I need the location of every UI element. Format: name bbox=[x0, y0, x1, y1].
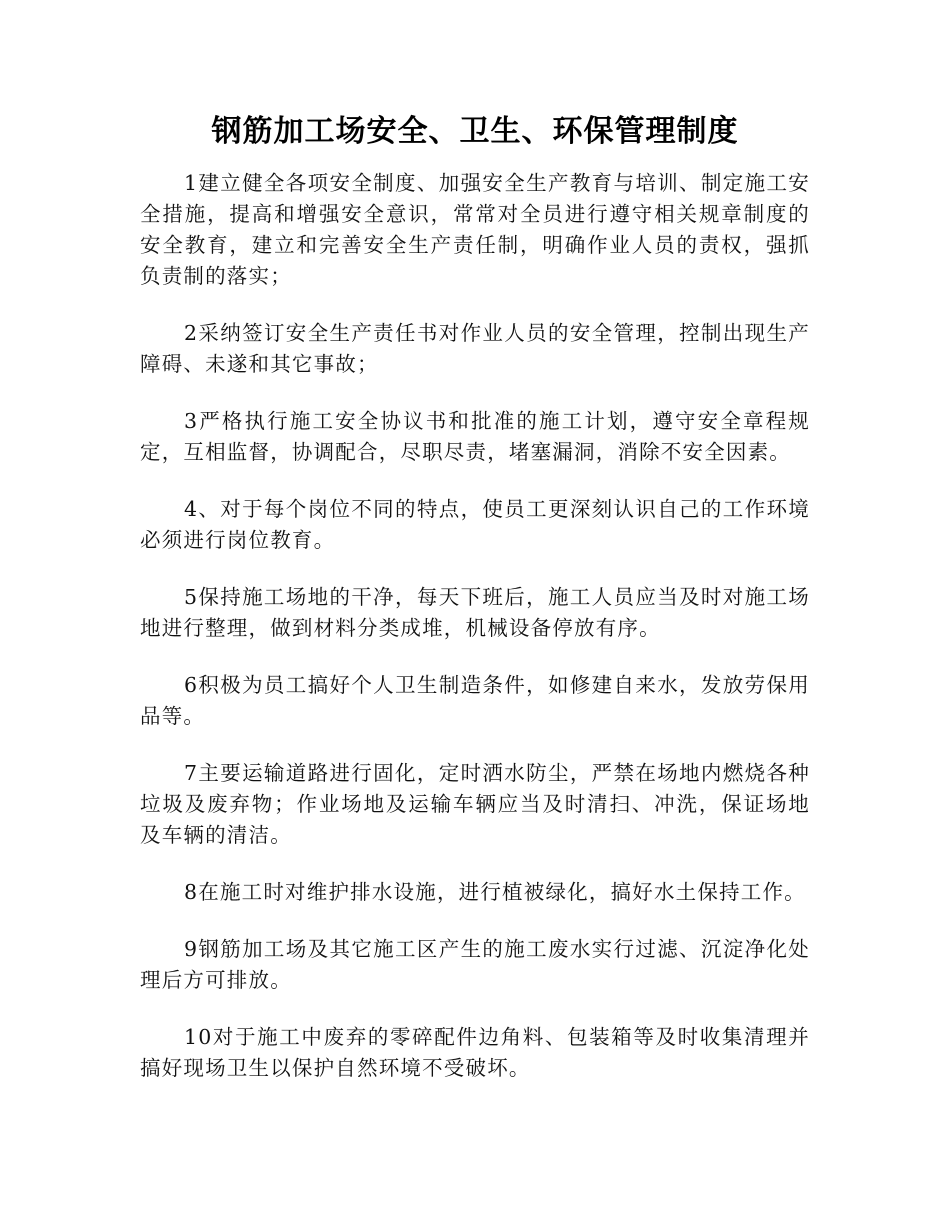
paragraph-9: 9钢筋加工场及其它施工区产生的施工废水实行过滤、沉淀净化处理后方可排放。 bbox=[140, 937, 810, 992]
paragraph-5: 5保持施工场地的干净，每天下班后，施工人员应当及时对施工场地进行整理，做到材料分类成堆，机械设备停放有序。 bbox=[140, 585, 810, 640]
paragraph-3: 3严格执行施工安全协议书和批准的施工计划，遵守安全章程规定，互相监督，协调配合，尽职尽责，堵塞漏洞，消除不安全因素。 bbox=[140, 409, 810, 464]
paragraph-6: 6积极为员工搞好个人卫生制造条件，如修建自来水，发放劳保用品等。 bbox=[140, 673, 810, 728]
paragraph-8: 8在施工时对维护排水设施，进行植被绿化，搞好水土保持工作。 bbox=[184, 880, 806, 904]
paragraph-4: 4、对于每个岗位不同的特点，使员工更深刻认识自己的工作环境必须进行岗位教育。 bbox=[140, 497, 810, 552]
paragraph-1: 1建立健全各项安全制度、加强安全生产教育与培训、制定施工安全措施，提高和增强安全意识，常常对全员进行遵守相关规章制度的安全教育，建立和完善安全生产责任制，明确作业人员的责权，强抓负责制的落实； bbox=[140, 171, 810, 288]
paragraph-7: 7主要运输道路进行固化，定时洒水防尘，严禁在场地内燃烧各种垃圾及废弃物；作业场地及运输车辆应当及时清扫、冲洗，保证场地及车辆的清洁。 bbox=[140, 761, 810, 847]
paragraph-2: 2采纳签订安全生产责任书对作业人员的安全管理，控制出现生产障碍、未遂和其它事故； bbox=[140, 321, 810, 376]
document-title: 钢筋加工场安全、卫生、环保管理制度 bbox=[211, 114, 739, 149]
document-body bbox=[140, 168, 810, 1110]
paragraph-10: 10对于施工中废弃的零碎配件边角料、包装箱等及时收集清理并搞好现场卫生以保护自然环境不受破坏。 bbox=[140, 1025, 810, 1080]
